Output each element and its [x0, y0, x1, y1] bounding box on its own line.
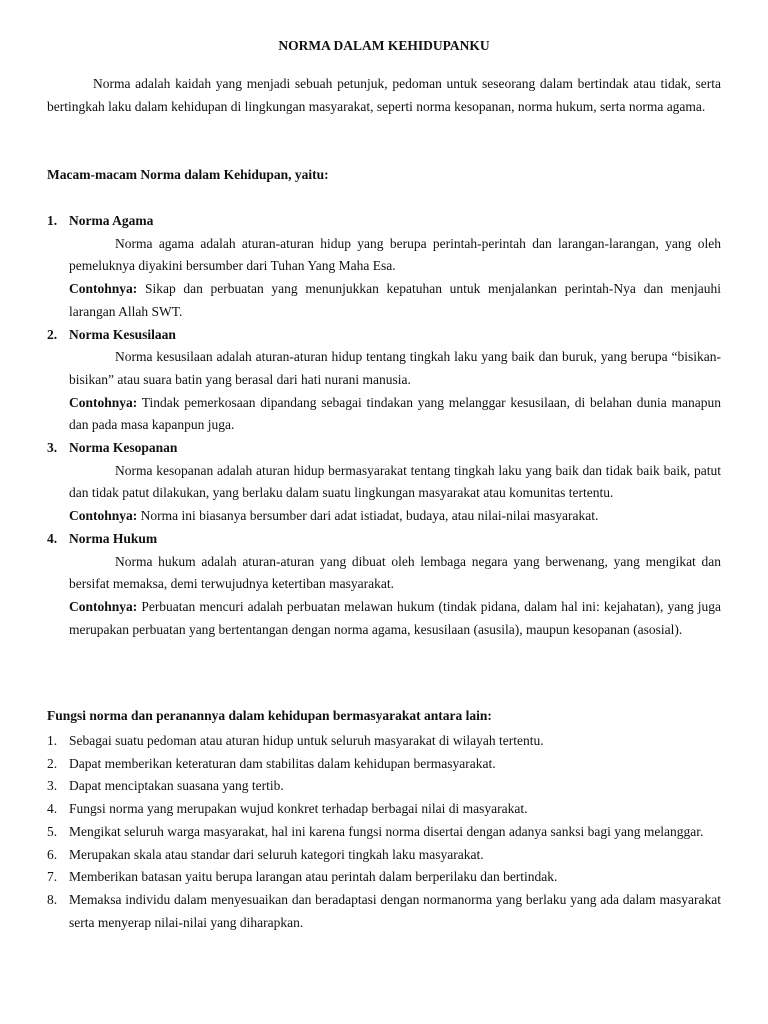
item-example	[69, 392, 721, 437]
item-text: Memberikan batasan yaitu berupa larangan atau perintah dalam berperilaku dan bertindak.	[69, 869, 558, 885]
item-text: Merupakan skala atau standar dari seluruh kategori tingkah laku masyarakat.	[69, 846, 484, 862]
list-item	[47, 753, 721, 776]
item-example	[69, 278, 721, 323]
list-item-norma-agama	[47, 210, 721, 324]
list-item	[47, 866, 721, 889]
example-text: Sikap dan perbuatan yang menunjukkan kepatuhan untuk menjalankan perintah-Nya dan menjauhi larangan Allah SWT.	[69, 281, 721, 319]
item-number: 8.	[47, 891, 58, 907]
list-item	[47, 844, 721, 867]
item-example	[69, 505, 721, 528]
item-text: Sebagai suatu pedoman atau aturan hidup untuk seluruh masyarakat di wilayah tertentu.	[69, 733, 544, 748]
item-number: 3.	[47, 778, 58, 794]
item-definition: Norma agama adalah aturan-aturan hidup yang berupa perintah-perintah dan larangan-larangan, yang oleh pemeluknya diyakini bersumber dari Tuhan Yang Maha Esa.	[69, 235, 721, 274]
list-item	[47, 775, 721, 798]
list-item-norma-kesusilaan	[47, 324, 721, 438]
item-text: Fungsi norma yang merupakan wujud konkret terhadap berbagai nilai di masyarakat.	[69, 801, 528, 817]
list-item-norma-hukum	[47, 528, 721, 642]
example-text: Tindak pemerkosaan dipandang sebagai tindakan yang melanggar kesusilaan, di belahan dunia manapun dan pada masa kapanpun juga.	[69, 394, 721, 433]
example-text: Norma ini biasanya bersumber dari adat istiadat, budaya, atau nilai-nilai masyarakat.	[137, 508, 599, 524]
item-text: Dapat memberikan keteraturan dam stabilitas dalam kehidupan bermasyarakat.	[69, 755, 496, 771]
item-heading: Norma Kesusilaan	[69, 326, 176, 342]
item-number: 5.	[47, 823, 58, 839]
functions-list	[47, 730, 721, 934]
item-definition: Norma kesopanan adalah aturan hidup bermasyarakat tentang tingkah laku yang baik dan tidak baik baik, patut dan tidak patut dilakukan, yang berlaku dalam suatu lingkungan masyarakat atau komunitas tertentu.	[69, 462, 721, 501]
item-definition: Norma kesusilaan adalah aturan-aturan hidup tentang tingkah laku yang baik dan buruk, yang berupa “bisikan-bisikan” atau suara batin yang berasal dari hati nurani manusia.	[69, 349, 721, 387]
item-example	[69, 596, 721, 641]
item-heading: Norma Hukum	[69, 530, 158, 546]
norm-types-list	[47, 210, 721, 641]
document-title: NORMA DALAM KEHIDUPANKU	[278, 38, 490, 53]
item-number: 4.	[47, 801, 58, 817]
item-number: 6.	[47, 846, 58, 862]
example-label: Contohnya:	[69, 281, 138, 297]
item-number: 4.	[47, 530, 58, 546]
item-heading: Norma Kesopanan	[69, 440, 178, 456]
section-heading-types: Macam-macam Norma dalam Kehidupan, yaitu:	[47, 167, 329, 182]
list-item	[47, 821, 721, 844]
list-item-norma-kesopanan	[47, 437, 721, 528]
item-number: 1.	[47, 213, 58, 228]
item-text: Memaksa individu dalam menyesuaikan dan beradaptasi dengan normanorma yang berlaku yang ada dalam masyarakat serta menyerap nilai-nilai yang diharapkan.	[69, 891, 721, 930]
list-item	[47, 730, 721, 753]
item-number: 7.	[47, 869, 58, 885]
item-number: 2.	[47, 326, 58, 342]
example-text: Perbuatan mencuri adalah perbuatan melawan hukum (tindak pidana, dalam hal ini: kejahatan), yang juga merupakan perbuatan yang bertentangan dengan norma agama, kesusilaan (asusila), maupun kesopanan (asosial).	[69, 598, 721, 637]
item-number: 1.	[47, 733, 58, 748]
item-number: 2.	[47, 755, 58, 771]
item-text: Mengikat seluruh warga masyarakat, hal ini karena fungsi norma disertai dengan adanya sanksi bagi yang melanggar.	[69, 823, 704, 839]
example-label: Contohnya:	[69, 394, 138, 410]
intro-paragraph: Norma adalah kaidah yang menjadi sebuah petunjuk, pedoman untuk seseorang dalam bertindak atau tidak, serta bertingkah laku dalam kehidupan di lingkungan masyarakat, seperti norma kesopanan, norma hukum, serta norma agama.	[47, 76, 721, 114]
list-item	[47, 889, 721, 934]
list-item	[47, 798, 721, 821]
item-number: 3.	[47, 440, 58, 456]
section-heading-functions: Fungsi norma dan peranannya dalam kehidupan bermasyarakat antara lain:	[47, 708, 492, 723]
item-heading: Norma Agama	[69, 213, 154, 228]
example-label: Contohnya:	[69, 508, 138, 524]
example-label: Contohnya:	[69, 598, 138, 614]
item-definition: Norma hukum adalah aturan-aturan yang dibuat oleh lembaga negara yang berwenang, yang mengikat dan bersifat memaksa, demi terwujudnya ketertiban masyarakat.	[69, 553, 721, 592]
item-text: Dapat menciptakan suasana yang tertib.	[69, 778, 284, 794]
